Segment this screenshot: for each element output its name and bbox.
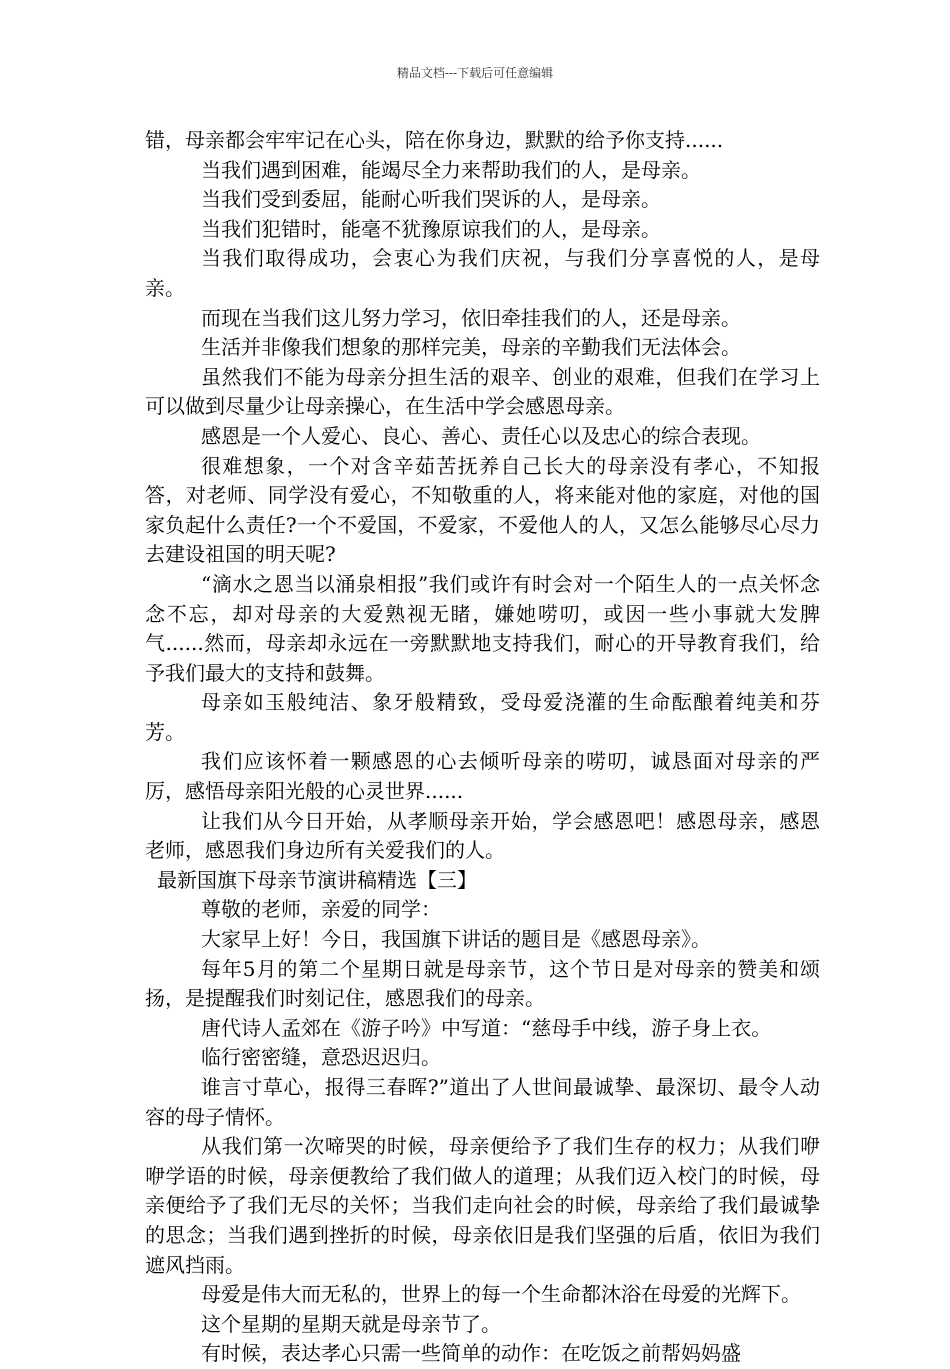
section-heading: 最新国旗下母亲节演讲稿精选【三】 — [157, 867, 477, 892]
document-body — [145, 126, 820, 1369]
paragraph: 当我们遇到困难，能竭尽全力来帮助我们的人，是母亲。 — [201, 157, 701, 182]
paragraph: 从我们第一次啼哭的时候，母亲便给予了我们生存的权力；从我们咿咿学语的时候，母亲便教给了我们做人的道理；从我们迈入校门的时候，母亲便给予了我们无尽的关怀；当我们走向社会的时候，母亲给了我们最诚挚的思念；当我们遇到挫折的时候，母亲依旧是我们坚强的后盾，依旧为我们遮风挡雨。 — [145, 1134, 820, 1277]
paragraph: 临行密密缝，意恐迟迟归。 — [201, 1045, 441, 1070]
paragraph: 唐代诗人孟郊在《游子吟》中写道：“慈母手中线，游子身上衣。 — [201, 1015, 772, 1040]
paragraph: “滴水之恩当以涌泉相报”我们或许有时会对一个陌生人的一点关怀念念不忘，却对母亲的大爱熟视无睹，嫌她唠叨，或因一些小事就大发脾气......然而，母亲却永远在一旁默默地支持我们，耐心的开导教育我们，给予我们最大的支持和鼓舞。 — [145, 571, 820, 685]
paragraph: 感恩是一个人爱心、良心、善心、责任心以及忠心的综合表现。 — [201, 423, 761, 448]
paragraph: 虽然我们不能为母亲分担生活的艰辛、创业的艰难，但我们在学习上可以做到尽量少让母亲操心，在生活中学会感恩母亲。 — [145, 364, 820, 419]
paragraph: 每年5月的第二个星期日就是母亲节，这个节日是对母亲的赞美和颂扬，是提醒我们时刻记住，感恩我们的母亲。 — [145, 956, 820, 1011]
paragraph: 当我们受到委屈，能耐心听我们哭诉的人，是母亲。 — [201, 187, 661, 212]
paragraph: 母亲如玉般纯洁、象牙般精致，受母爱浇灌的生命酝酿着纯美和芬芳。 — [145, 690, 820, 744]
paragraph: 我们应该怀着一颗感恩的心去倾听母亲的唠叨，诚恳面对母亲的严厉，感悟母亲阳光般的心灵世界...... — [145, 749, 820, 804]
paragraph: 谁言寸草心，报得三春晖?”道出了人世间最诚挚、最深切、最令人动容的母子情怀。 — [145, 1075, 820, 1129]
paragraph: 尊敬的老师，亲爱的同学： — [201, 897, 441, 922]
paragraph: 而现在当我们这儿努力学习，依旧牵挂我们的人，还是母亲。 — [201, 305, 741, 330]
paragraph: 当我们犯错时，能毫不犹豫原谅我们的人，是母亲。 — [201, 216, 661, 241]
paragraph: 母爱是伟大而无私的，世界上的每一个生命都沐浴在母爱的光辉下。 — [201, 1282, 801, 1307]
paragraph: 这个星期的星期天就是母亲节了。 — [201, 1311, 501, 1336]
paragraph: 让我们从今日开始，从孝顺母亲开始，学会感恩吧！感恩母亲，感恩老师，感恩我们身边所有关爱我们的人。 — [145, 808, 820, 863]
paragraph: 大家早上好！今日，我国旗下讲话的题目是《感恩母亲》。 — [201, 927, 711, 952]
paragraph: 有时候，表达孝心只需一些简单的动作：在吃饭之前帮妈妈盛 — [201, 1341, 741, 1366]
page-header: 精品文档---下载后可任意编辑 — [396, 66, 554, 80]
paragraph: 错，母亲都会牢牢记在心头，陪在你身边，默默的给予你支持...... — [145, 128, 724, 152]
paragraph: 很难想象，一个对含辛茹苦抚养自己长大的母亲没有孝心，不知报答，对老师、同学没有爱心，不知敬重的人，将来能对他的家庭，对他的国家负起什么责任?一个不爱国，不爱家，不爱他人的人，又怎么能够尽心尽力去建设祖国的明天呢? — [145, 453, 820, 567]
paragraph: 当我们取得成功，会衷心为我们庆祝，与我们分享喜悦的人，是母亲。 — [145, 246, 820, 300]
paragraph: 生活并非像我们想象的那样完美，母亲的辛勤我们无法体会。 — [201, 335, 741, 360]
